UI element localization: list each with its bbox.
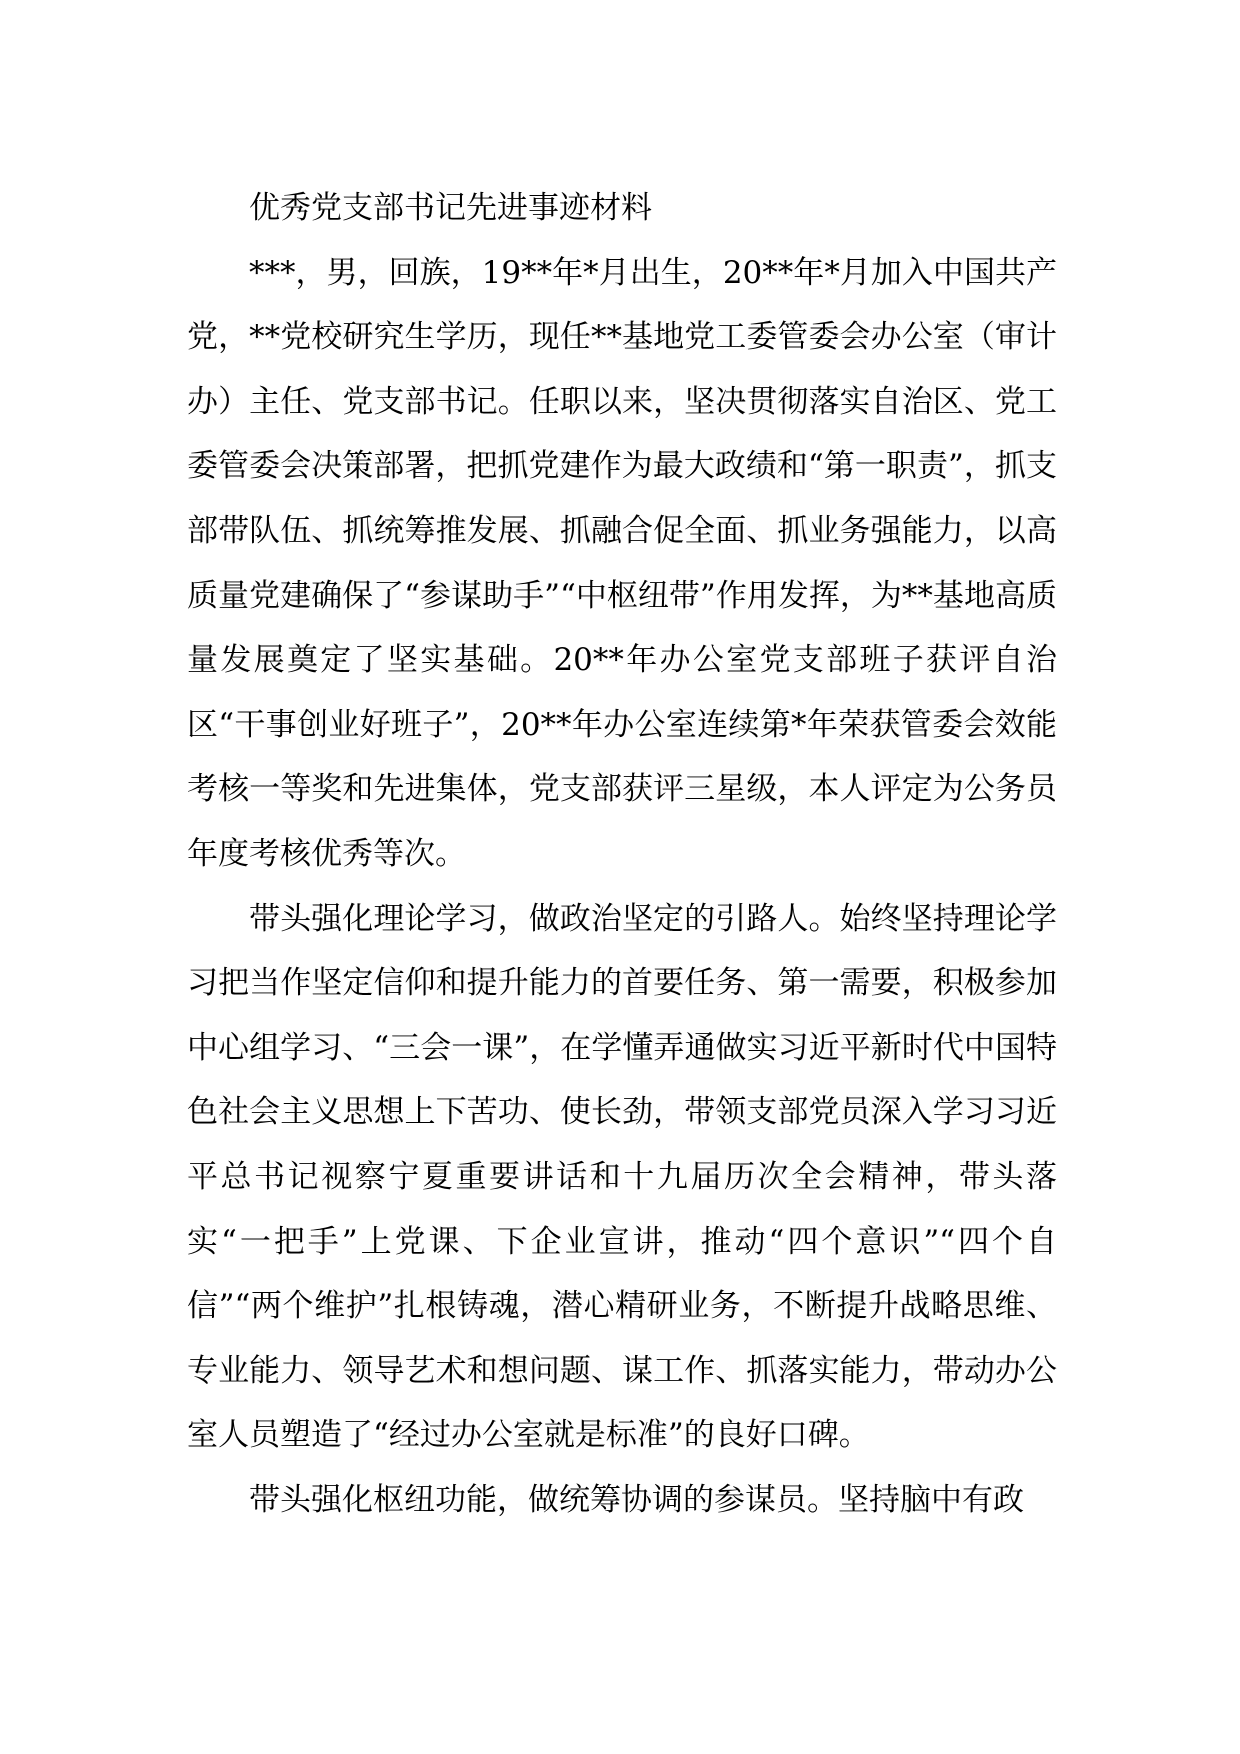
paragraph-coordination: 带头强化枢纽功能，做统筹协调的参谋员。坚持脑中有政: [249, 1481, 1024, 1518]
document-body: [187, 176, 1057, 1532]
paragraph-theory-study: 带头强化理论学习，做政治坚定的引路人。始终坚持理论学习把当作坚定信仰和提升能力的首要任务、第一需要，积极参加中心组学习、“三会一课”，在学懂弄通做实习近平新时代中国特色社会主义思想上下苦功、使长劲，带领支部党员深入学习习近平总书记视察宁夏重要讲话和十九届历次全会精神，带头落实“一把手”上党课、下企业宣讲，推动“四个意识”“四个自信”“两个维护”扎根铸魂，潜心精研业务，不断提升战略思维、专业能力、领导艺术和想问题、谋工作、抓落实能力，带动办公室人员塑造了“经过办公室就是标准”的良好口碑。: [187, 900, 1057, 1454]
paragraph-profile: ***，男，回族，19**年*月出生，20**年*月加入中国共产党，**党校研究生学历，现任**基地党工委管委会办公室（审计办）主任、党支部书记。任职以来，坚决贯彻落实自治区、党工委管委会决策部署，把抓党建作为最大政绩和“第一职责”，抓支部带队伍、抓统筹推发展、抓融合促全面、抓业务强能力，以高质量党建确保了“参谋助手”“中枢纽带”作用发挥，为**基地高质量发展奠定了坚实基础。20**年办公室党支部班子获评自治区“干事创业好班子”，20**年办公室连续第*年荣获管委会效能考核一等奖和先进集体，党支部获评三星级，本人评定为公务员年度考核优秀等次。: [187, 254, 1057, 872]
document-title: 优秀党支部书记先进事迹材料: [249, 190, 652, 226]
